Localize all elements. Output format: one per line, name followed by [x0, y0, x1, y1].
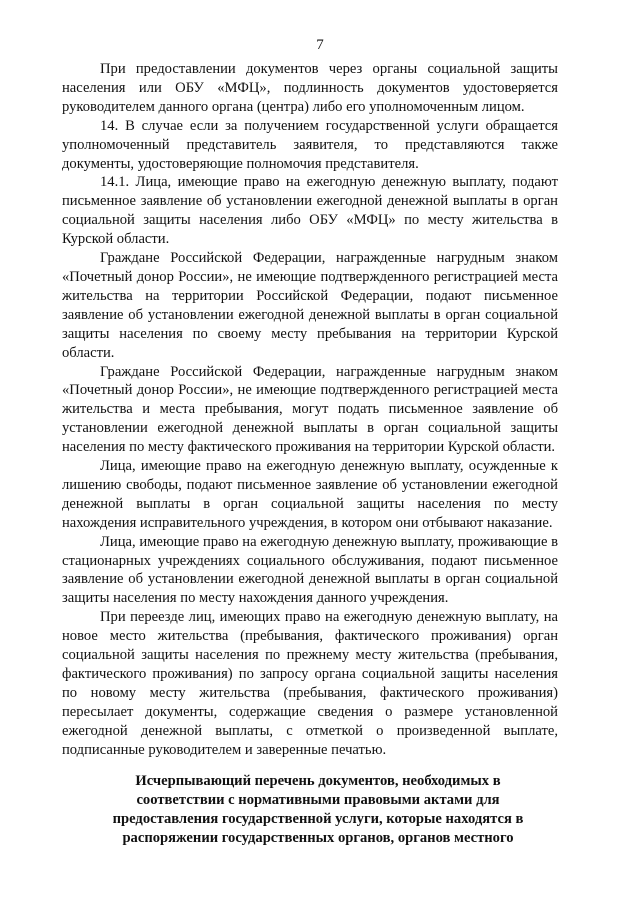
paragraph-stationary-institutions: Лица, имеющие право на ежегодную денежную выплату, проживающие в стационарных учреждениях социального обслуживания, подают письменное заявление об установлении ежегодной денежной выплаты в орган социальной защиты населения по месту нахождения данного учреждения.: [62, 533, 558, 607]
heading-line: распоряжении государственных органов, органов местного: [122, 829, 514, 846]
paragraph-14-1-application: 14.1. Лица, имеющие право на ежегодную денежную выплату, подают письменное заявление об установлении ежегодной денежной выплаты в орган социальной защиты населения либо ОБУ «МФЦ» по месту жительства в Курской области.: [62, 174, 558, 248]
paragraph-donor-actual-residence: Граждане Российской Федерации, награжденные нагрудным знаком «Почетный донор России», не имеющие подтвержденного регистрацией места жительства и места пребывания, могут подать письменное заявление об установлении ежегодной денежной выплаты в орган социальной защиты населения по месту фактического проживания на территории Курской области.: [62, 363, 558, 456]
section-heading: [78, 772, 558, 848]
body-text: [62, 60, 558, 760]
paragraph-convicted-persons: Лица, имеющие право на ежегодную денежную выплату, осужденные к лишению свободы, подают письменное заявление об установлении ежегодной денежной выплаты в орган социальной защиты населения по месту нахождения исправительного учреждения, в котором они отбывают наказание.: [62, 458, 558, 531]
heading-line: соответствии с нормативными правовыми актами для: [136, 791, 500, 808]
paragraph-document-certification: При предоставлении документов через органы социальной защиты населения или ОБУ «МФЦ», подлинность документов удостоверяется руководителем данного органа (центра) либо его уполномоченным лицом.: [62, 61, 558, 115]
page-number: 7: [316, 37, 324, 53]
paragraph-14-representative: 14. В случае если за получением государственной услуги обращается уполномоченный представитель заявителя, то представляются также документы, удостоверяющие полномочия представителя.: [62, 117, 558, 172]
paragraph-relocation: При переезде лиц, имеющих право на ежегодную денежную выплату, на новое место жительства (пребывания, фактического проживания) орган социальной защиты населения по прежнему месту жительства (пребывания, фактического проживания) по запросу органа социальной защиты населения по новому месту жительства (пребывания, фактического проживания) пересылает документы, содержащие сведения о размере установленной ежегодной денежной выплаты, с отметкой о произведенной выплате, подписанные руководителем и заверенные печатью.: [62, 609, 558, 758]
heading-line: предоставления государственной услуги, которые находятся в: [112, 810, 524, 827]
paragraph-donor-place-of-stay: Граждане Российской Федерации, награжденные нагрудным знаком «Почетный донор России», не имеющие подтвержденного регистрацией места жительства на территории Российской Федерации, подают письменное заявление об установлении ежегодной денежной выплаты в орган социальной защиты населения по своему месту пребывания на территории Курской области.: [62, 250, 558, 361]
heading-line: Исчерпывающий перечень документов, необходимых в: [135, 773, 501, 789]
